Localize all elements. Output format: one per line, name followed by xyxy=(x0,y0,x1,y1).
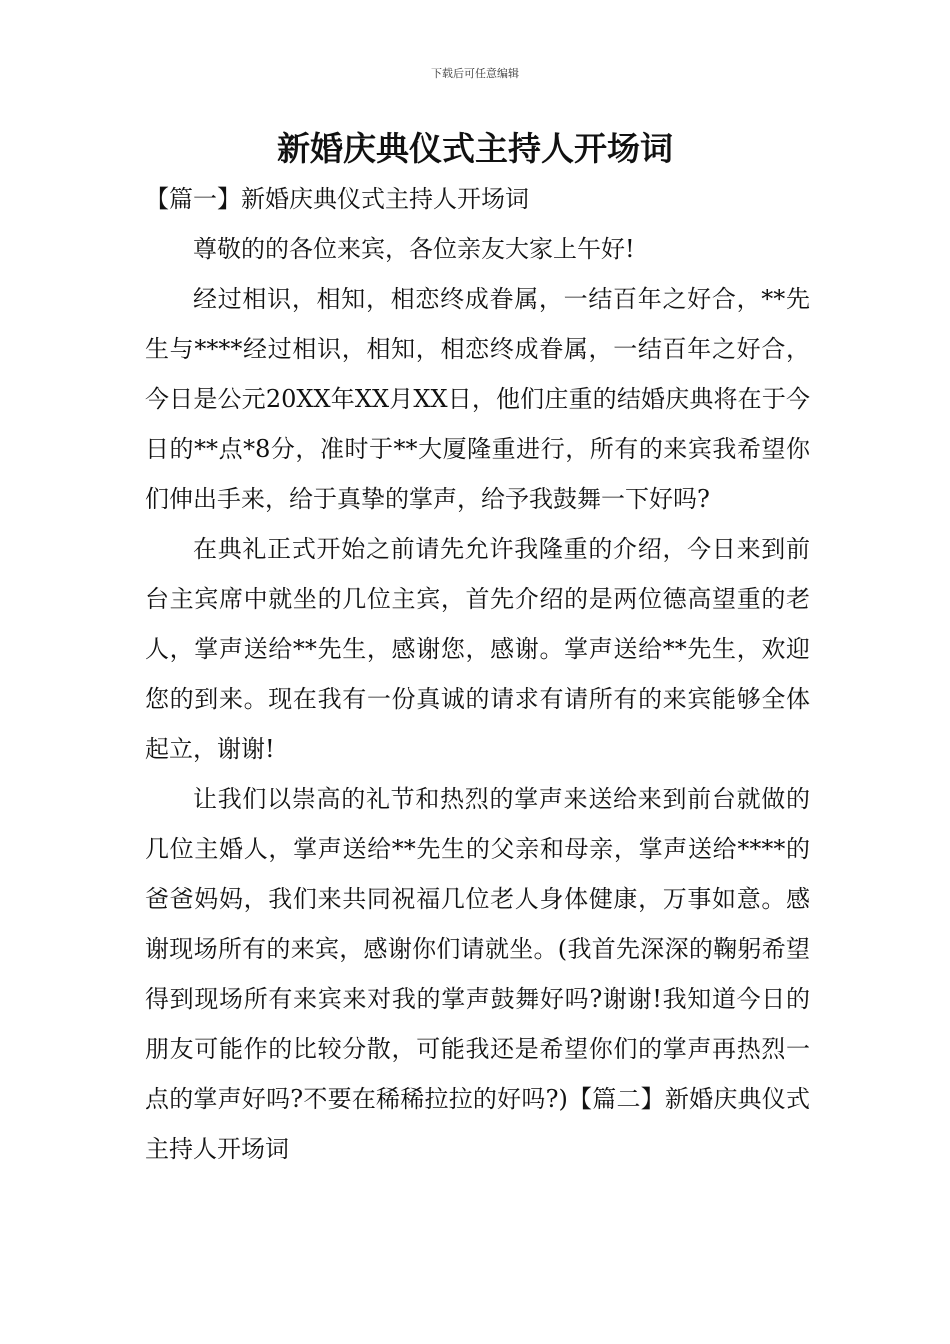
document-title: 新婚庆典仪式主持人开场词 xyxy=(277,129,673,168)
paragraph-parents: 让我们以崇高的礼节和热烈的掌声来送给来到前台就做的几位主婚人，掌声送给**先生的父亲和母亲，掌声送给****的爸爸妈妈，我们来共同祝福几位老人身体健康，万事如意。感谢现场所有的来宾，感谢你们请就坐。(我首先深深的鞠躬希望得到现场所有来宾来对我的掌声鼓舞好吗?谢谢!我知道今日的朋友可能作的比较分散，可能我还是希望你们的掌声再热烈一点的掌声好吗?不要在稀稀拉拉的好吗?)【篇二】新婚庆典仪式主持人开场词 xyxy=(145,785,810,1163)
header-note: 下载后可任意编辑 xyxy=(431,67,519,80)
document-body xyxy=(145,174,810,1174)
paragraph-guests: 在典礼正式开始之前请先允许我隆重的介绍，今日来到前台主宾席中就坐的几位主宾，首先介绍的是两位德高望重的老人，掌声送给**先生，感谢您，感谢。掌声送给**先生，欢迎您的到来。现在我有一份真诚的请求有请所有的来宾能够全体起立，谢谢! xyxy=(145,535,810,763)
paragraph-introduction: 经过相识，相知，相恋终成眷属，一结百年之好合，**先生与****经过相识，相知，相恋终成眷属，一结百年之好合，今日是公元20XX年XX月XX日，他们庄重的结婚庆典将在于今日的**点*8分，准时于**大厦隆重进行，所有的来宾我希望你们伸出手来，给于真挚的掌声，给予我鼓舞一下好吗? xyxy=(145,285,810,513)
section-heading: 【篇一】新婚庆典仪式主持人开场词 xyxy=(145,185,529,213)
paragraph-greeting: 尊敬的的各位来宾，各位亲友大家上午好! xyxy=(193,235,635,263)
